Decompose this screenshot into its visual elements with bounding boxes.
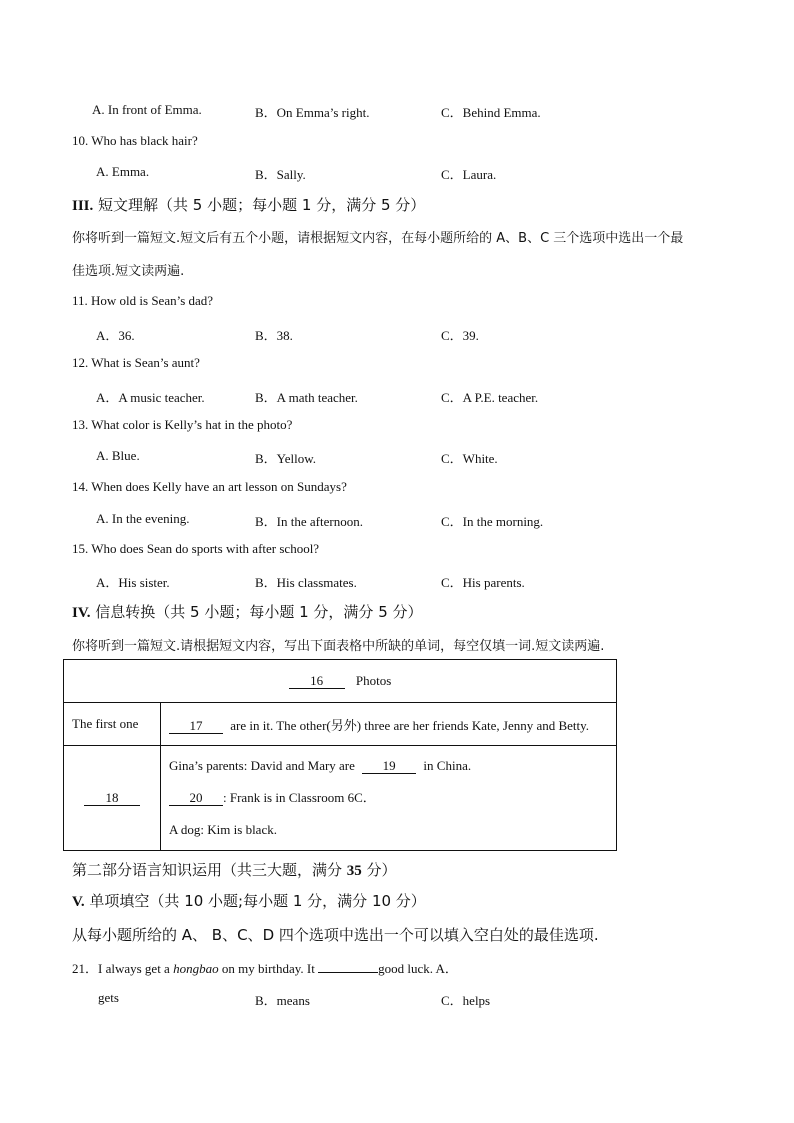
part-2-title: [72, 859, 397, 880]
q12-option-b: B．A math teacher.: [255, 390, 358, 405]
row-1-label: The first one: [64, 703, 161, 746]
row-2-line-2: [161, 782, 616, 814]
q10-option-a: A. Emma.: [96, 164, 150, 179]
row-2-line-3: A dog: Kim is black.: [169, 822, 277, 837]
section-4-title: [72, 601, 423, 622]
row-2-label: [64, 746, 161, 851]
q13-option-b: B．Yellow.: [255, 451, 317, 466]
table-row-2: [64, 746, 617, 851]
part-2-title-post: 分）: [361, 861, 397, 879]
blank-16[interactable]: 16: [289, 674, 345, 689]
q15-option-a: A．His sister.: [96, 575, 170, 590]
q11-option-c: C．39.: [441, 328, 479, 343]
row-2-line-2-post: : Frank is in Classroom 6C．: [223, 790, 376, 805]
part-2-title-num: 35: [346, 863, 362, 879]
section-4-roman: IV.: [72, 605, 91, 621]
blank-17[interactable]: 17: [169, 719, 223, 734]
blank-18[interactable]: 18: [84, 791, 140, 806]
q13-option-c: C．White.: [441, 451, 498, 466]
section-3-title-text: 短文理解（共 5 小题；每小题 1 分，满分 5 分）: [93, 196, 426, 214]
q13-option-a: A. Blue.: [96, 448, 140, 463]
question-11: 11. How old is Sean’s dad?: [72, 293, 214, 308]
question-12: 12. What is Sean’s aunt?: [72, 355, 200, 370]
q9-option-a: A. In front of Emma.: [92, 102, 202, 117]
question-14: 14. When does Kelly have an art lesson on Sundays?: [72, 479, 347, 494]
section-4-instruction: 你将听到一篇短文.请根据短文内容，写出下面表格中所缺的单词，每空仅填一词.短文读两遍.: [72, 639, 605, 654]
q12-option-a: A．A music teacher.: [96, 390, 205, 405]
q21-option-c: C．helps: [441, 993, 491, 1008]
q10-option-b: B．Sally.: [255, 167, 306, 182]
question-21: [72, 958, 458, 977]
q10-option-c: C．Laura.: [441, 167, 497, 182]
q14-option-a: A. In the evening.: [96, 511, 190, 526]
blank-19[interactable]: 19: [362, 759, 416, 774]
q12-option-c: C．A P.E. teacher.: [441, 390, 539, 405]
q11-option-b: B．38.: [255, 328, 293, 343]
row-2-line-1-pre: Gina’s parents: David and Mary are: [169, 758, 355, 773]
q14-option-c: C．In the morning.: [441, 514, 544, 529]
row-1-text: are in it. The other(另外) three are her friends Kate, Jenny and Betty.: [230, 717, 590, 733]
table-header-text: Photos: [355, 673, 392, 688]
row-2-content: [161, 746, 617, 851]
section-4-title-text: 信息转换（共 5 小题；每小题 1 分，满分 5 分）: [90, 603, 423, 621]
section-3-title: [72, 194, 425, 215]
section-5-roman: V.: [72, 894, 85, 910]
table-header-cell: [64, 660, 617, 703]
q11-option-a: A．36.: [96, 328, 135, 343]
table-row-1: [64, 703, 617, 746]
q21-pre: 21．I always get a: [72, 961, 174, 976]
section-5-title-text: 单项填空（共 10 小题;每小题 1 分，满分 10 分）: [84, 892, 426, 910]
q21-post2: good luck. A．: [378, 961, 458, 976]
q15-option-b: B．His classmates.: [255, 575, 357, 590]
row-1-content: [161, 703, 617, 746]
part-2-title-pre: 第二部分语言知识运用（共三大题，满分: [72, 861, 347, 879]
section-3-roman: III.: [72, 198, 94, 214]
q21-blank[interactable]: [318, 972, 378, 973]
question-13: 13. What color is Kelly’s hat in the photo?: [72, 417, 293, 432]
q9-option-c: C．Behind Emma.: [441, 105, 541, 120]
q21-option-b: B．means: [255, 993, 310, 1008]
section-3-instruction-2: 佳选项.短文读两遍.: [72, 264, 185, 279]
row-2-line-1-post: in China.: [423, 758, 472, 773]
section-5-title: [72, 890, 426, 911]
question-15: 15. Who does Sean do sports with after school?: [72, 541, 320, 556]
q21-post: on my birthday. It: [218, 961, 319, 976]
q21-italic: hongbao: [173, 961, 219, 976]
info-table: [63, 659, 617, 851]
row-2-line-1: [161, 750, 616, 782]
table-header-row: [64, 660, 617, 703]
blank-20[interactable]: 20: [169, 791, 223, 806]
q21-option-a: gets: [98, 990, 119, 1005]
section-3-instruction-1: 你将听到一篇短文.短文后有五个小题，请根据短文内容，在每小题所给的 A、B、C 三个选项中选出一个最: [72, 231, 684, 246]
q9-option-b: B．On Emma’s right.: [255, 105, 370, 120]
question-10: 10. Who has black hair?: [72, 133, 198, 148]
q15-option-c: C．His parents.: [441, 575, 525, 590]
section-5-instruction: 从每小题所给的 A、 B、C、D 四个选项中选出一个可以填入空白处的最佳选项.: [72, 926, 599, 944]
q14-option-b: B．In the afternoon.: [255, 514, 363, 529]
